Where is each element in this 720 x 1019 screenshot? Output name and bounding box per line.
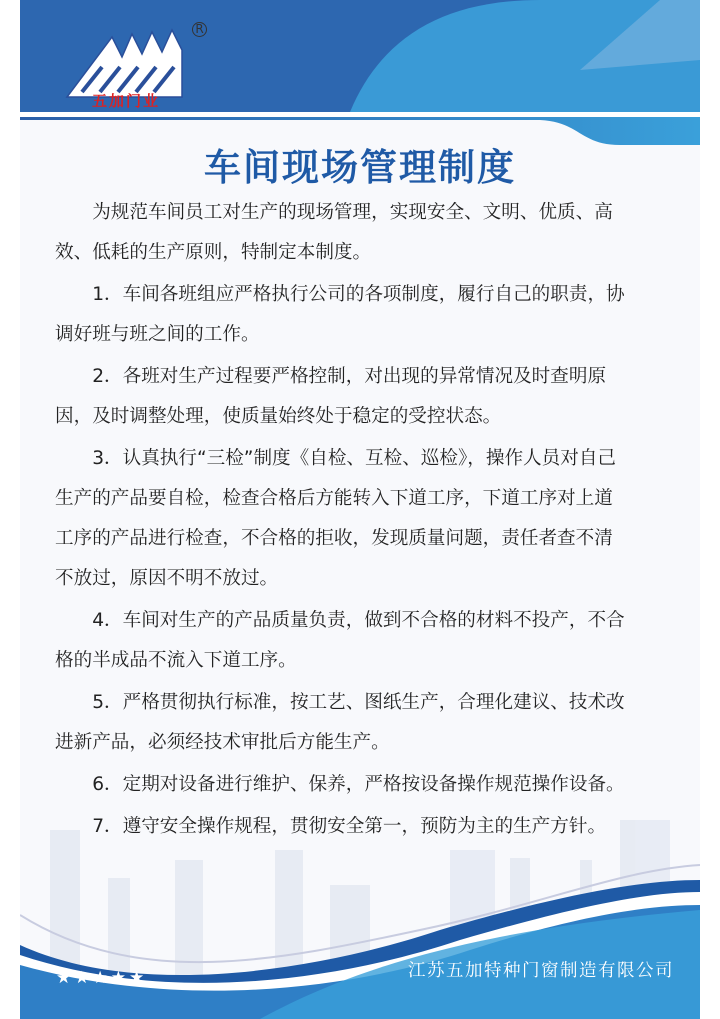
logo-text: 五加门业 — [92, 92, 161, 110]
rule-6: 6．定期对设备进行维护、保养，严格按设备操作规范操作设备。 — [92, 774, 625, 795]
footer-decoration — [20, 820, 700, 1019]
regulation-body — [55, 193, 630, 849]
rule-1: 1．车间各班组应严格执行公司的各项制度，履行自己的职责，协调好班与班之间的工作。 — [55, 284, 625, 345]
intro-paragraph: 为规范车间员工对生产的现场管理，实现安全、文明、优质、高效、低耗的生产原则，特制定本制度。 — [55, 202, 613, 263]
rule-4: 4．车间对生产的产品质量负责，做到不合格的材料不投产，不合格的半成品不流入下道工序。 — [55, 610, 625, 671]
company-name: 江苏五加特种门窗制造有限公司 — [408, 961, 674, 981]
rule-5: 5．严格贯彻执行标准，按工艺、图纸生产，合理化建议、技术改进新产品，必须经技术审批后方能生产。 — [55, 692, 625, 753]
rating-stars: ★★★★★ — [56, 968, 148, 988]
rule-7: 7．遵守安全操作规程，贯彻安全第一，预防为主的生产方针。 — [92, 816, 607, 837]
page-title: 车间现场管理制度 — [204, 146, 516, 189]
rule-3: 3．认真执行“三检”制度《自检、互检、巡检》，操作人员对自己生产的产品要自检，检查合格后方能转入下道工序，下道工序对上道工序的产品进行检查，不合格的拒收，发现质量问题，责任者查不清不放过，原因不明不放过。 — [55, 448, 617, 589]
rule-2: 2．各班对生产过程要严格控制，对出现的异常情况及时查明原因，及时调整处理，使质量始终处于稳定的受控状态。 — [55, 366, 607, 427]
registered-mark: R — [192, 22, 207, 37]
